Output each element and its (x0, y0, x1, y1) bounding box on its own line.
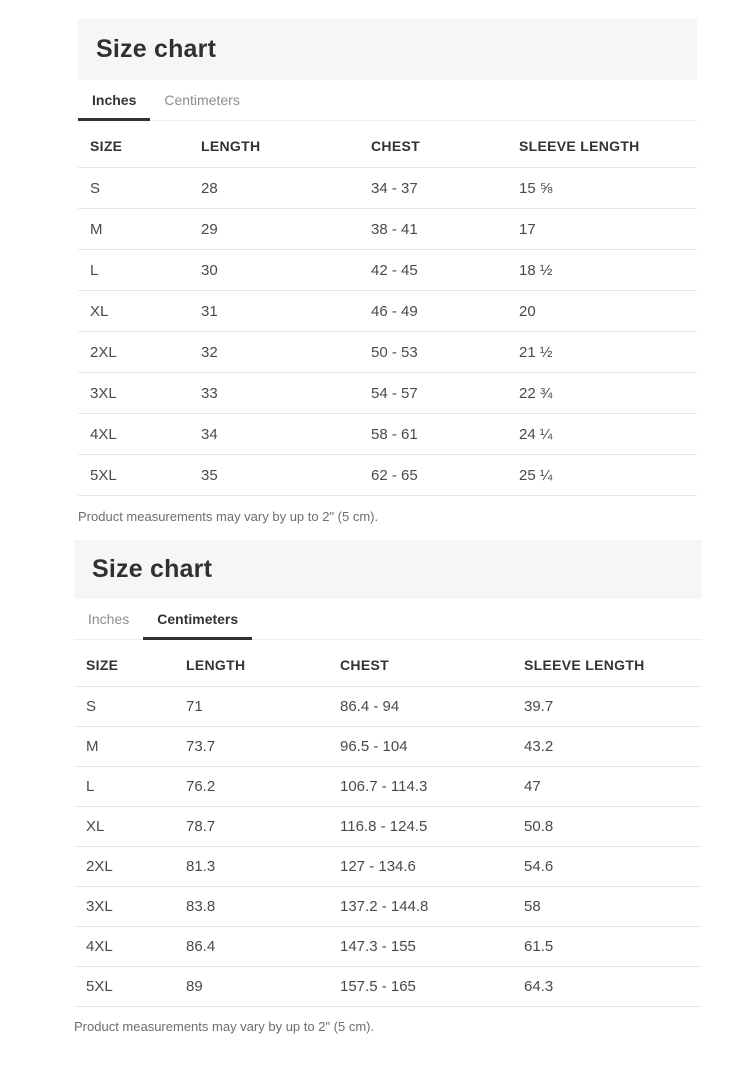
table-row (78, 291, 697, 332)
cell-chest: 106.7 - 114.3 (328, 767, 512, 807)
cell-length: 35 (189, 455, 359, 496)
table-row (78, 455, 697, 496)
cell-length: 32 (189, 332, 359, 373)
cell-length: 89 (174, 967, 328, 1007)
cell-length: 33 (189, 373, 359, 414)
cell-sleeve-length: 18 ½ (507, 250, 697, 291)
cell-chest: 127 - 134.6 (328, 847, 512, 887)
table-row (78, 373, 697, 414)
cell-sleeve-length: 61.5 (512, 927, 702, 967)
cell-chest: 54 - 57 (359, 373, 507, 414)
cell-length: 71 (174, 687, 328, 727)
size-chart-section-inches (78, 19, 697, 524)
table-header-row (78, 121, 697, 168)
table-row (74, 687, 702, 727)
cell-size: XL (78, 291, 189, 332)
cell-chest: 96.5 - 104 (328, 727, 512, 767)
measurement-note: Product measurements may vary by up to 2" (5 cm). (78, 509, 379, 524)
cell-size: 4XL (74, 927, 174, 967)
cell-length: 76.2 (174, 767, 328, 807)
table-row (74, 847, 702, 887)
cell-size: XL (74, 807, 174, 847)
cell-sleeve-length: 15 ⅝ (507, 168, 697, 209)
cell-chest: 50 - 53 (359, 332, 507, 373)
size-chart-banner (78, 19, 697, 80)
size-chart-title: Size chart (92, 555, 213, 583)
table-row (74, 807, 702, 847)
cell-sleeve-length: 21 ½ (507, 332, 697, 373)
tab-inches[interactable]: Inches (78, 80, 150, 121)
cell-chest: 38 - 41 (359, 209, 507, 250)
col-header-length: LENGTH (189, 121, 359, 168)
table-row (78, 414, 697, 455)
cell-sleeve-length: 50.8 (512, 807, 702, 847)
cell-sleeve-length: 22 ¾ (507, 373, 697, 414)
tab-centimeters[interactable]: Centimeters (164, 92, 240, 108)
cell-chest: 116.8 - 124.5 (328, 807, 512, 847)
cell-length: 30 (189, 250, 359, 291)
cell-sleeve-length: 24 ¼ (507, 414, 697, 455)
cell-sleeve-length: 47 (512, 767, 702, 807)
cell-length: 31 (189, 291, 359, 332)
cell-sleeve-length: 58 (512, 887, 702, 927)
cell-sleeve-length: 20 (507, 291, 697, 332)
col-header-size: SIZE (74, 640, 174, 687)
cell-length: 78.7 (174, 807, 328, 847)
table-row (74, 927, 702, 967)
cell-size: 5XL (74, 967, 174, 1007)
size-chart-banner (74, 540, 702, 599)
cell-length: 29 (189, 209, 359, 250)
col-header-chest: CHEST (328, 640, 512, 687)
cell-size: 3XL (78, 373, 189, 414)
col-header-chest: CHEST (359, 121, 507, 168)
cell-chest: 157.5 - 165 (328, 967, 512, 1007)
col-header-length: LENGTH (174, 640, 328, 687)
cell-chest: 147.3 - 155 (328, 927, 512, 967)
cell-size: L (74, 767, 174, 807)
unit-tabs (78, 80, 697, 121)
col-header-sleeve-length: SLEEVE LENGTH (512, 640, 702, 687)
measurement-note: Product measurements may vary by up to 2" (5 cm). (74, 1019, 375, 1034)
cell-sleeve-length: 25 ¼ (507, 455, 697, 496)
cell-chest: 58 - 61 (359, 414, 507, 455)
table-row (74, 767, 702, 807)
cell-chest: 62 - 65 (359, 455, 507, 496)
table-row (74, 887, 702, 927)
unit-tabs (74, 599, 702, 640)
cell-length: 83.8 (174, 887, 328, 927)
table-row (74, 727, 702, 767)
cell-sleeve-length: 17 (507, 209, 697, 250)
cell-length: 73.7 (174, 727, 328, 767)
col-header-sleeve-length: SLEEVE LENGTH (507, 121, 697, 168)
cell-sleeve-length: 43.2 (512, 727, 702, 767)
cell-length: 81.3 (174, 847, 328, 887)
cell-size: S (78, 168, 189, 209)
cell-size: 2XL (74, 847, 174, 887)
table-header-row (74, 640, 702, 687)
cell-length: 34 (189, 414, 359, 455)
cell-size: 2XL (78, 332, 189, 373)
cell-sleeve-length: 64.3 (512, 967, 702, 1007)
table-row (78, 209, 697, 250)
cell-chest: 34 - 37 (359, 168, 507, 209)
cell-size: M (74, 727, 174, 767)
cell-size: 4XL (78, 414, 189, 455)
tab-centimeters[interactable]: Centimeters (143, 599, 252, 640)
cell-size: M (78, 209, 189, 250)
cell-chest: 46 - 49 (359, 291, 507, 332)
table-row (78, 250, 697, 291)
size-chart-section-centimeters (74, 540, 702, 1034)
table-row (78, 168, 697, 209)
tab-inches[interactable]: Inches (88, 611, 130, 627)
cell-chest: 86.4 - 94 (328, 687, 512, 727)
cell-size: 3XL (74, 887, 174, 927)
cell-length: 28 (189, 168, 359, 209)
size-chart-title: Size chart (96, 35, 217, 63)
cell-length: 86.4 (174, 927, 328, 967)
size-table-centimeters (74, 640, 702, 1007)
size-table-inches (78, 121, 697, 496)
cell-chest: 42 - 45 (359, 250, 507, 291)
cell-size: S (74, 687, 174, 727)
cell-chest: 137.2 - 144.8 (328, 887, 512, 927)
cell-size: L (78, 250, 189, 291)
table-row (78, 332, 697, 373)
cell-sleeve-length: 39.7 (512, 687, 702, 727)
col-header-size: SIZE (78, 121, 189, 168)
cell-size: 5XL (78, 455, 189, 496)
table-row (74, 967, 702, 1007)
cell-sleeve-length: 54.6 (512, 847, 702, 887)
